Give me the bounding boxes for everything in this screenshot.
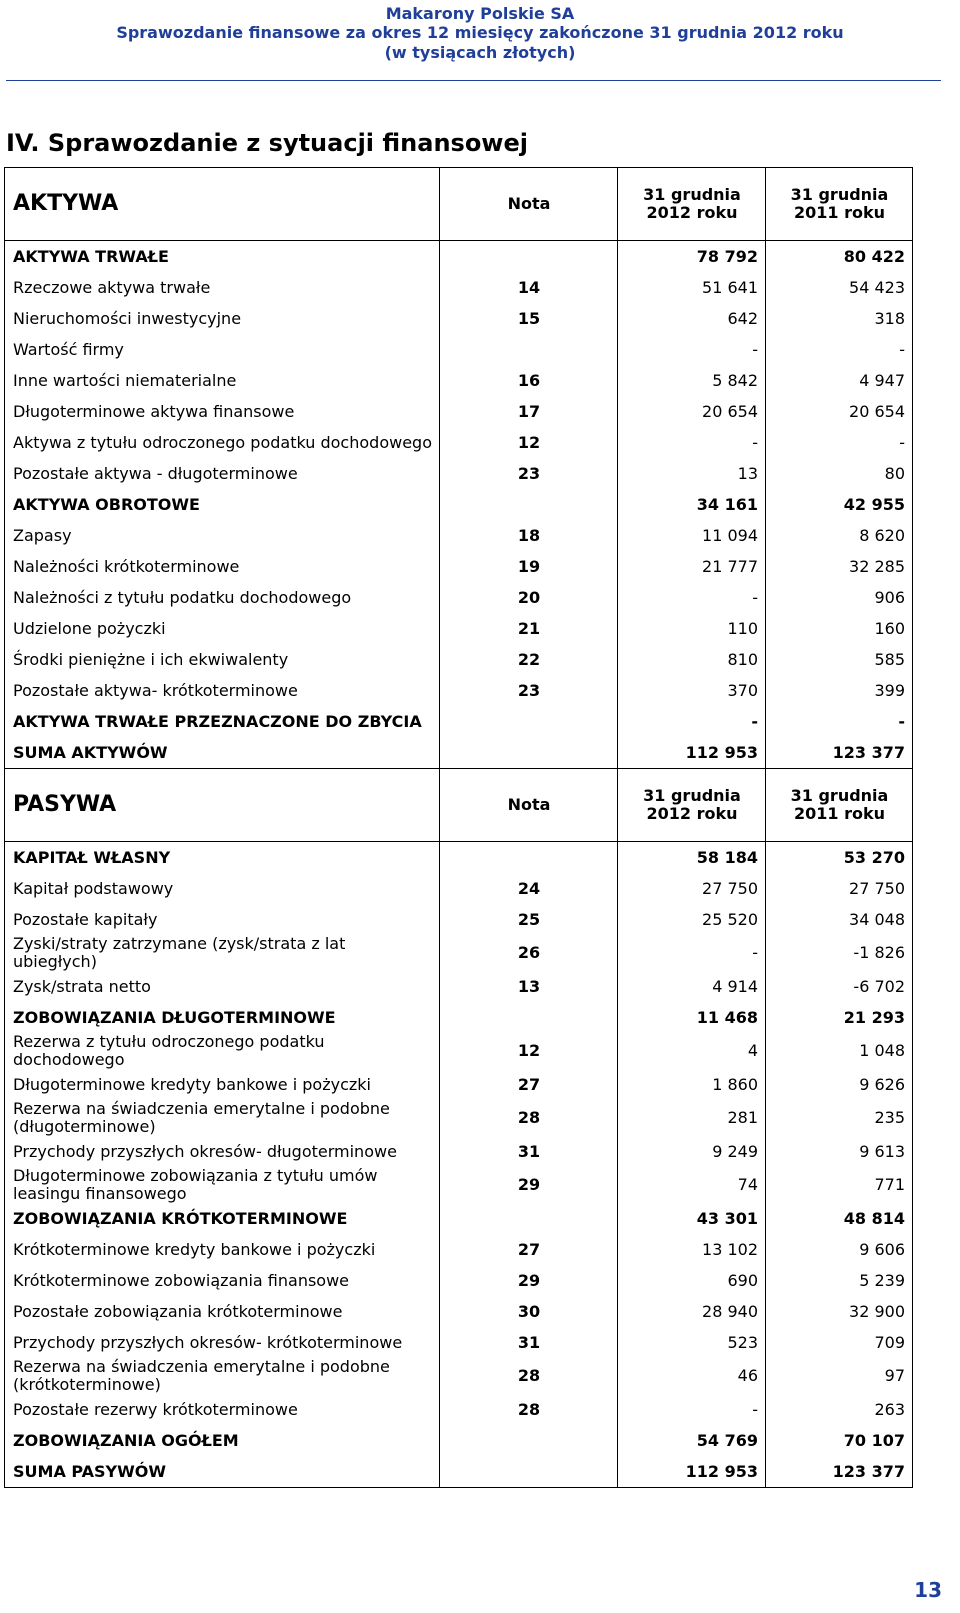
aktywa-cell-v2011: 80 422 <box>766 241 913 273</box>
pasywa-cell-nota <box>440 1203 618 1234</box>
aktywa-cell-nota: 14 <box>440 272 618 303</box>
aktywa-header-col2011: 31 grudnia 2011 roku <box>766 168 913 241</box>
pasywa-cell-v2011: 1 048 <box>766 1033 913 1069</box>
aktywa-row <box>5 303 913 334</box>
aktywa-cell-label: Udzielone pożyczki <box>5 613 440 644</box>
pasywa-cell-label: Zyski/straty zatrzymane (zysk/strata z lat ubiegłych) <box>5 935 440 971</box>
aktywa-cell-label: Rzeczowe aktywa trwałe <box>5 272 440 303</box>
pasywa-row <box>5 904 913 935</box>
pasywa-row <box>5 1136 913 1167</box>
aktywa-cell-v2012: 810 <box>618 644 766 675</box>
company-name: Makarony Polskie SA <box>385 4 575 23</box>
aktywa-cell-v2012: 112 953 <box>618 737 766 769</box>
pasywa-cell-label: Zysk/strata netto <box>5 971 440 1002</box>
pasywa-cell-v2012: 28 940 <box>618 1296 766 1327</box>
aktywa-cell-v2012: - <box>618 582 766 613</box>
aktywa-cell-v2012: 78 792 <box>618 241 766 273</box>
aktywa-cell-v2011: 906 <box>766 582 913 613</box>
aktywa-cell-v2011: 585 <box>766 644 913 675</box>
pasywa-cell-label: Przychody przyszłych okresów- długoterminowe <box>5 1136 440 1167</box>
pasywa-cell-nota: 24 <box>440 873 618 904</box>
pasywa-cell-v2012: 43 301 <box>618 1203 766 1234</box>
aktywa-cell-label: Wartość firmy <box>5 334 440 365</box>
pasywa-cell-label: Kapitał podstawowy <box>5 873 440 904</box>
aktywa-cell-v2011: 42 955 <box>766 489 913 520</box>
aktywa-cell-nota: 23 <box>440 458 618 489</box>
aktywa-row <box>5 396 913 427</box>
aktywa-row <box>5 706 913 737</box>
aktywa-cell-v2012: 20 654 <box>618 396 766 427</box>
pasywa-cell-nota: 28 <box>440 1358 618 1394</box>
pasywa-row <box>5 1296 913 1327</box>
pasywa-cell-v2011: 9 626 <box>766 1069 913 1100</box>
aktywa-row <box>5 613 913 644</box>
pasywa-cell-v2011: 97 <box>766 1358 913 1394</box>
pasywa-cell-v2011: 263 <box>766 1394 913 1425</box>
aktywa-cell-label: AKTYWA OBROTOWE <box>5 489 440 520</box>
pasywa-cell-v2012: 54 769 <box>618 1425 766 1456</box>
aktywa-row <box>5 644 913 675</box>
aktywa-cell-nota: 17 <box>440 396 618 427</box>
pasywa-row <box>5 1327 913 1358</box>
pasywa-row <box>5 1167 913 1203</box>
balance-sheet-table <box>4 167 913 1488</box>
aktywa-cell-v2011: 20 654 <box>766 396 913 427</box>
pasywa-row <box>5 1203 913 1234</box>
report-title: Sprawozdanie finansowe za okres 12 miesięcy zakończone 31 grudnia 2012 roku <box>116 23 844 42</box>
pasywa-row <box>5 971 913 1002</box>
aktywa-cell-v2011: 80 <box>766 458 913 489</box>
pasywa-header <box>5 769 913 842</box>
section-title: IV. Sprawozdanie z sytuacji finansowej <box>6 129 528 157</box>
pasywa-cell-nota <box>440 1002 618 1033</box>
pasywa-row <box>5 1456 913 1488</box>
aktywa-cell-v2012: 110 <box>618 613 766 644</box>
pasywa-cell-label: KAPITAŁ WŁASNY <box>5 842 440 874</box>
aktywa-cell-label: Pozostałe aktywa- krótkoterminowe <box>5 675 440 706</box>
pasywa-cell-v2012: 58 184 <box>618 842 766 874</box>
pasywa-cell-nota <box>440 842 618 874</box>
aktywa-cell-nota: 12 <box>440 427 618 458</box>
aktywa-cell-v2012: 370 <box>618 675 766 706</box>
aktywa-row <box>5 520 913 551</box>
aktywa-cell-label: Inne wartości niematerialne <box>5 365 440 396</box>
aktywa-row <box>5 582 913 613</box>
aktywa-cell-label: SUMA AKTYWÓW <box>5 737 440 769</box>
pasywa-row <box>5 1394 913 1425</box>
aktywa-cell-v2012: 11 094 <box>618 520 766 551</box>
pasywa-cell-v2012: 74 <box>618 1167 766 1203</box>
pasywa-cell-v2011: 53 270 <box>766 842 913 874</box>
pasywa-row <box>5 1002 913 1033</box>
pasywa-row <box>5 1100 913 1136</box>
aktywa-cell-v2011: 54 423 <box>766 272 913 303</box>
pasywa-row <box>5 1265 913 1296</box>
aktywa-row <box>5 675 913 706</box>
aktywa-cell-v2011: 4 947 <box>766 365 913 396</box>
pasywa-cell-v2011: 21 293 <box>766 1002 913 1033</box>
aktywa-cell-v2011: 399 <box>766 675 913 706</box>
pasywa-cell-label: Krótkoterminowe zobowiązania finansowe <box>5 1265 440 1296</box>
header-divider <box>6 80 941 81</box>
aktywa-row <box>5 737 913 769</box>
pasywa-row <box>5 1069 913 1100</box>
pasywa-cell-v2012: 112 953 <box>618 1456 766 1488</box>
aktywa-cell-nota <box>440 241 618 273</box>
aktywa-row <box>5 489 913 520</box>
pasywa-cell-v2012: - <box>618 935 766 971</box>
pasywa-cell-label: Krótkoterminowe kredyty bankowe i pożyczki <box>5 1234 440 1265</box>
aktywa-cell-v2012: 51 641 <box>618 272 766 303</box>
aktywa-cell-v2012: - <box>618 334 766 365</box>
aktywa-cell-v2011: 123 377 <box>766 737 913 769</box>
aktywa-cell-v2011: - <box>766 334 913 365</box>
pasywa-cell-v2011: 235 <box>766 1100 913 1136</box>
pasywa-cell-v2012: 523 <box>618 1327 766 1358</box>
pasywa-cell-label: Przychody przyszłych okresów- krótkoterminowe <box>5 1327 440 1358</box>
aktywa-cell-v2011: 32 285 <box>766 551 913 582</box>
aktywa-row <box>5 334 913 365</box>
pasywa-cell-v2011: 27 750 <box>766 873 913 904</box>
pasywa-cell-v2012: 1 860 <box>618 1069 766 1100</box>
pasywa-row <box>5 873 913 904</box>
aktywa-header-nota: Nota <box>440 168 618 241</box>
pasywa-cell-v2011: 709 <box>766 1327 913 1358</box>
aktywa-row <box>5 551 913 582</box>
pasywa-cell-nota: 27 <box>440 1069 618 1100</box>
pasywa-cell-nota: 31 <box>440 1136 618 1167</box>
aktywa-cell-v2011: 318 <box>766 303 913 334</box>
aktywa-cell-label: Zapasy <box>5 520 440 551</box>
pasywa-cell-label: Długoterminowe zobowiązania z tytułu umów leasingu finansowego <box>5 1167 440 1203</box>
pasywa-cell-v2011: 48 814 <box>766 1203 913 1234</box>
pasywa-cell-nota: 30 <box>440 1296 618 1327</box>
pasywa-cell-v2012: 4 914 <box>618 971 766 1002</box>
pasywa-header-title: PASYWA <box>5 769 440 842</box>
aktywa-cell-nota: 16 <box>440 365 618 396</box>
aktywa-cell-label: Należności krótkoterminowe <box>5 551 440 582</box>
pasywa-header-col2011: 31 grudnia 2011 roku <box>766 769 913 842</box>
aktywa-header-col2012: 31 grudnia 2012 roku <box>618 168 766 241</box>
pasywa-cell-v2012: 27 750 <box>618 873 766 904</box>
page-number: 13 <box>914 1578 942 1602</box>
pasywa-cell-v2011: 70 107 <box>766 1425 913 1456</box>
aktywa-cell-nota <box>440 737 618 769</box>
pasywa-cell-v2012: 13 102 <box>618 1234 766 1265</box>
pasywa-cell-v2012: 46 <box>618 1358 766 1394</box>
aktywa-cell-nota <box>440 489 618 520</box>
pasywa-row <box>5 1234 913 1265</box>
pasywa-cell-label: ZOBOWIĄZANIA OGÓŁEM <box>5 1425 440 1456</box>
pasywa-cell-v2011: 34 048 <box>766 904 913 935</box>
aktywa-header <box>5 168 913 241</box>
pasywa-cell-label: Rezerwa na świadczenia emerytalne i podobne (krótkoterminowe) <box>5 1358 440 1394</box>
pasywa-cell-v2012: - <box>618 1394 766 1425</box>
aktywa-cell-v2011: - <box>766 427 913 458</box>
aktywa-cell-v2012: - <box>618 427 766 458</box>
pasywa-cell-label: Pozostałe rezerwy krótkoterminowe <box>5 1394 440 1425</box>
pasywa-row <box>5 935 913 971</box>
report-units: (w tysiącach złotych) <box>384 43 576 62</box>
aktywa-cell-nota: 22 <box>440 644 618 675</box>
aktywa-cell-label: Aktywa z tytułu odroczonego podatku dochodowego <box>5 427 440 458</box>
pasywa-cell-v2012: 9 249 <box>618 1136 766 1167</box>
pasywa-header-col2012: 31 grudnia 2012 roku <box>618 769 766 842</box>
aktywa-cell-v2012: 5 842 <box>618 365 766 396</box>
aktywa-cell-v2011: 8 620 <box>766 520 913 551</box>
pasywa-cell-v2012: 4 <box>618 1033 766 1069</box>
aktywa-row <box>5 365 913 396</box>
aktywa-cell-nota: 19 <box>440 551 618 582</box>
aktywa-cell-label: Nieruchomości inwestycyjne <box>5 303 440 334</box>
aktywa-cell-nota: 18 <box>440 520 618 551</box>
pasywa-cell-nota: 29 <box>440 1167 618 1203</box>
pasywa-cell-nota: 12 <box>440 1033 618 1069</box>
pasywa-cell-label: SUMA PASYWÓW <box>5 1456 440 1488</box>
aktywa-cell-label: Środki pieniężne i ich ekwiwalenty <box>5 644 440 675</box>
pasywa-cell-v2011: 32 900 <box>766 1296 913 1327</box>
pasywa-cell-v2011: 5 239 <box>766 1265 913 1296</box>
aktywa-cell-label: AKTYWA TRWAŁE PRZEZNACZONE DO ZBYCIA <box>5 706 440 737</box>
aktywa-cell-v2012: - <box>618 706 766 737</box>
pasywa-cell-label: Pozostałe kapitały <box>5 904 440 935</box>
pasywa-cell-nota: 28 <box>440 1394 618 1425</box>
pasywa-cell-v2011: 9 613 <box>766 1136 913 1167</box>
pasywa-cell-nota <box>440 1456 618 1488</box>
aktywa-cell-label: Należności z tytułu podatku dochodowego <box>5 582 440 613</box>
pasywa-cell-label: ZOBOWIĄZANIA DŁUGOTERMINOWE <box>5 1002 440 1033</box>
pasywa-cell-v2011: -6 702 <box>766 971 913 1002</box>
aktywa-row <box>5 241 913 273</box>
pasywa-cell-nota: 31 <box>440 1327 618 1358</box>
pasywa-row <box>5 842 913 874</box>
aktywa-cell-nota: 15 <box>440 303 618 334</box>
pasywa-row <box>5 1033 913 1069</box>
aktywa-cell-v2011: - <box>766 706 913 737</box>
aktywa-cell-nota <box>440 334 618 365</box>
pasywa-cell-nota: 25 <box>440 904 618 935</box>
pasywa-cell-v2012: 281 <box>618 1100 766 1136</box>
aktywa-cell-nota: 20 <box>440 582 618 613</box>
aktywa-row <box>5 458 913 489</box>
aktywa-header-title: AKTYWA <box>5 168 440 241</box>
pasywa-cell-label: Rezerwa na świadczenia emerytalne i podobne (długoterminowe) <box>5 1100 440 1136</box>
pasywa-cell-label: Pozostałe zobowiązania krótkoterminowe <box>5 1296 440 1327</box>
pasywa-cell-v2011: 771 <box>766 1167 913 1203</box>
aktywa-cell-v2012: 21 777 <box>618 551 766 582</box>
pasywa-cell-v2011: -1 826 <box>766 935 913 971</box>
pasywa-cell-label: Długoterminowe kredyty bankowe i pożyczki <box>5 1069 440 1100</box>
aktywa-cell-nota: 23 <box>440 675 618 706</box>
aktywa-row <box>5 427 913 458</box>
pasywa-cell-nota: 26 <box>440 935 618 971</box>
pasywa-cell-nota: 29 <box>440 1265 618 1296</box>
pasywa-header-nota: Nota <box>440 769 618 842</box>
pasywa-cell-label: ZOBOWIĄZANIA KRÓTKOTERMINOWE <box>5 1203 440 1234</box>
pasywa-cell-v2011: 9 606 <box>766 1234 913 1265</box>
pasywa-cell-v2012: 690 <box>618 1265 766 1296</box>
aktywa-cell-label: Długoterminowe aktywa finansowe <box>5 396 440 427</box>
pasywa-cell-v2012: 25 520 <box>618 904 766 935</box>
aktywa-cell-v2012: 642 <box>618 303 766 334</box>
aktywa-cell-v2012: 34 161 <box>618 489 766 520</box>
pasywa-cell-v2011: 123 377 <box>766 1456 913 1488</box>
aktywa-cell-nota <box>440 706 618 737</box>
aktywa-cell-nota: 21 <box>440 613 618 644</box>
pasywa-cell-label: Rezerwa z tytułu odroczonego podatku dochodowego <box>5 1033 440 1069</box>
aktywa-cell-v2012: 13 <box>618 458 766 489</box>
pasywa-row <box>5 1425 913 1456</box>
aktywa-row <box>5 272 913 303</box>
aktywa-cell-label: Pozostałe aktywa - długoterminowe <box>5 458 440 489</box>
pasywa-cell-nota <box>440 1425 618 1456</box>
pasywa-cell-nota: 13 <box>440 971 618 1002</box>
aktywa-cell-label: AKTYWA TRWAŁE <box>5 241 440 273</box>
pasywa-cell-v2012: 11 468 <box>618 1002 766 1033</box>
pasywa-row <box>5 1358 913 1394</box>
pasywa-cell-nota: 27 <box>440 1234 618 1265</box>
aktywa-cell-v2011: 160 <box>766 613 913 644</box>
pasywa-cell-nota: 28 <box>440 1100 618 1136</box>
